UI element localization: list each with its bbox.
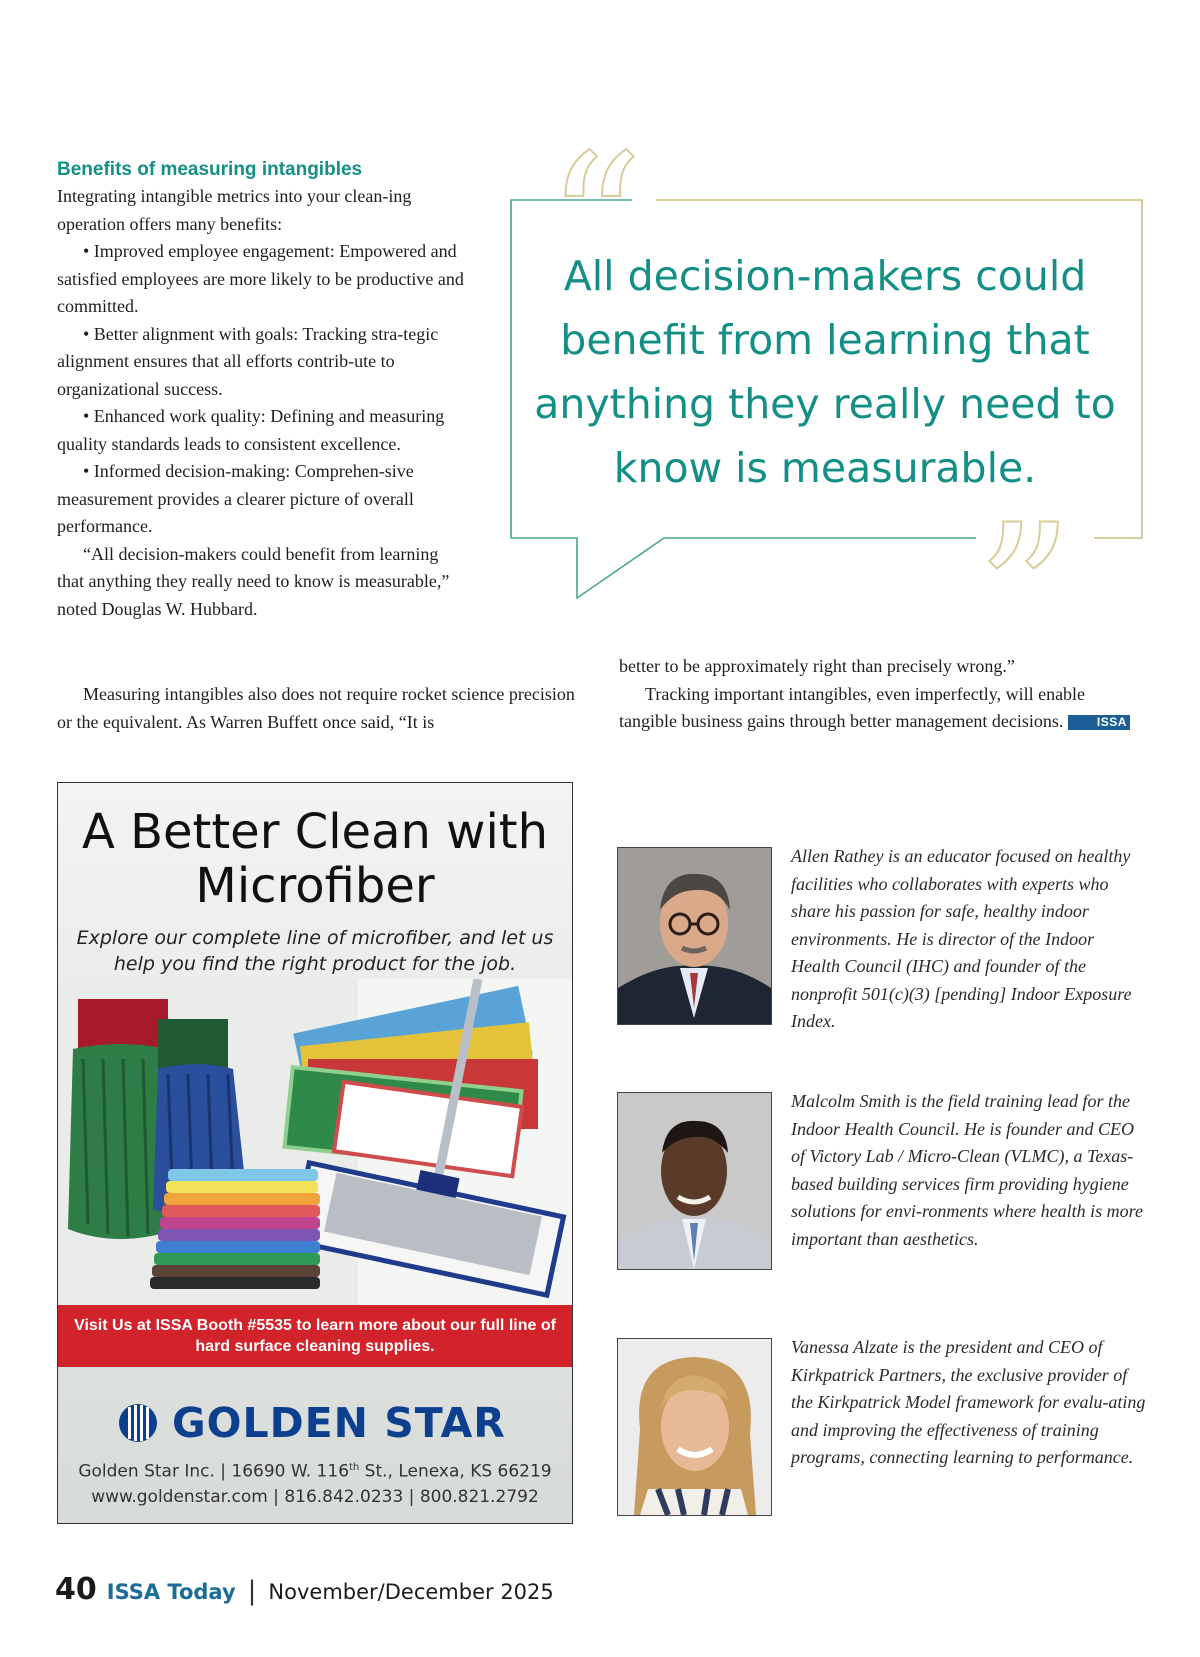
ad-address xyxy=(58,1455,572,1485)
bullet-quality: • Enhanced work quality: Defining and measuring quality standards leads to consistent excellence. xyxy=(57,406,445,454)
article-column-left xyxy=(57,156,467,623)
bullet-decision: • Informed decision-making: Comprehen-sive measurement provides a clearer picture of overall performance. xyxy=(57,461,414,536)
portrait-woman-icon xyxy=(618,1339,771,1515)
microfiber-cloths-icon xyxy=(150,1169,320,1289)
avatar-malcolm-smith xyxy=(617,1092,772,1270)
bio-malcolm-smith: Malcolm Smith is the field training lead for the Indoor Health Council. He is founder and CEO of Victory Lab / Micro-Clean (VLMC), a Texas-based building services firm providing hygiene solutions for envi-ronments where health is more important than aesthetics. xyxy=(791,1091,1143,1249)
ad-address-sup: th xyxy=(349,1462,360,1473)
ad-address-city: St., Lenexa, KS 66219 xyxy=(359,1461,552,1482)
closing-paragraph xyxy=(619,681,1139,736)
ad-website-phone[interactable]: www.goldenstar.com | 816.842.0233 | 800.821.2792 xyxy=(91,1486,539,1507)
buffett-paragraph xyxy=(57,681,577,736)
golden-star-logo[interactable] xyxy=(118,1393,506,1453)
microfiber-products-illustration xyxy=(58,979,572,1305)
buffett-paragraph-text: Measuring intangibles also does not require rocket science precision or the equivalent. As Warren Buffett once said, “It is xyxy=(57,684,575,732)
section-heading: Benefits of measuring intangibles xyxy=(57,159,363,180)
footer-separator: | xyxy=(247,1576,257,1606)
issa-end-mark: ISSA xyxy=(1068,715,1130,730)
ad-address-main: Golden Star Inc. | 16690 W. 116 xyxy=(78,1461,350,1482)
bio-vanessa-alzate: Vanessa Alzate is the president and CEO of Kirkpatrick Partners, the exclusive provider of the Kirkpatrick Model framework for evalu-ating and improving the effectiveness of training programs, connecting learning to performance. xyxy=(791,1337,1146,1467)
issue-date: November/December 2025 xyxy=(268,1580,554,1604)
bio-allen-rathey: Allen Rathey is an educator focused on healthy facilities who collaborates with experts who share his passion for safe, healthy indoor environments. He is director of the Indoor Health Council (IHC) and founder of the nonprofit 501(c)(3) [pending] Indoor Exposure Index. xyxy=(791,846,1132,1031)
closing-paragraph-text: Tracking important intangibles, even imperfectly, will enable tangible business gains through better management decisions. xyxy=(619,683,1086,731)
portrait-man-suit-icon xyxy=(618,1093,771,1269)
open-quote-icon: “ xyxy=(546,140,644,335)
buffett-continuation: better to be approximately right than precisely wrong.” xyxy=(619,656,1015,676)
close-quote-icon: ” xyxy=(976,484,1074,600)
avatar-allen-rathey xyxy=(617,847,772,1025)
page-footer xyxy=(55,1572,554,1607)
ad-title: A Better Clean with Microfiber xyxy=(81,804,549,914)
article-column-right xyxy=(619,653,1139,736)
page-number: 40 xyxy=(55,1572,97,1607)
portrait-man-glasses-icon xyxy=(618,848,771,1024)
brand-name: GOLDEN STAR xyxy=(172,1399,506,1447)
intro-paragraph: Integrating intangible metrics into your clean-ing operation offers many benefits: xyxy=(57,186,412,234)
magazine-name: ISSA Today xyxy=(106,1580,236,1604)
ad-subtitle: Explore our complete line of microfiber, and let us help you find the right product for the job. xyxy=(76,927,554,975)
hubbard-quote-paragraph: “All decision-makers could benefit from learning that anything they really need to know is measurable,” noted Douglas W. Hubbard. xyxy=(57,543,450,619)
pull-quote-text: All decision-makers could benefit from learning that anything they really need to know is measurable. xyxy=(534,252,1116,492)
ad-contact-info xyxy=(58,1455,572,1510)
bullet-engagement: • Improved employee engagement: Empowered and satisfied employees are more likely to be productive and committed. xyxy=(57,241,464,316)
bullet-alignment: • Better alignment with goals: Tracking stra-tegic alignment ensures that all efforts contrib-ute to organizational success. xyxy=(57,323,439,399)
golden-star-logo-icon xyxy=(118,1403,158,1443)
ad-booth-banner: Visit Us at ISSA Booth #5535 to learn more about our full line of hard surface cleaning supplies. xyxy=(58,1305,572,1367)
avatar-vanessa-alzate xyxy=(617,1338,772,1516)
golden-star-advertisement[interactable] xyxy=(57,782,573,1524)
